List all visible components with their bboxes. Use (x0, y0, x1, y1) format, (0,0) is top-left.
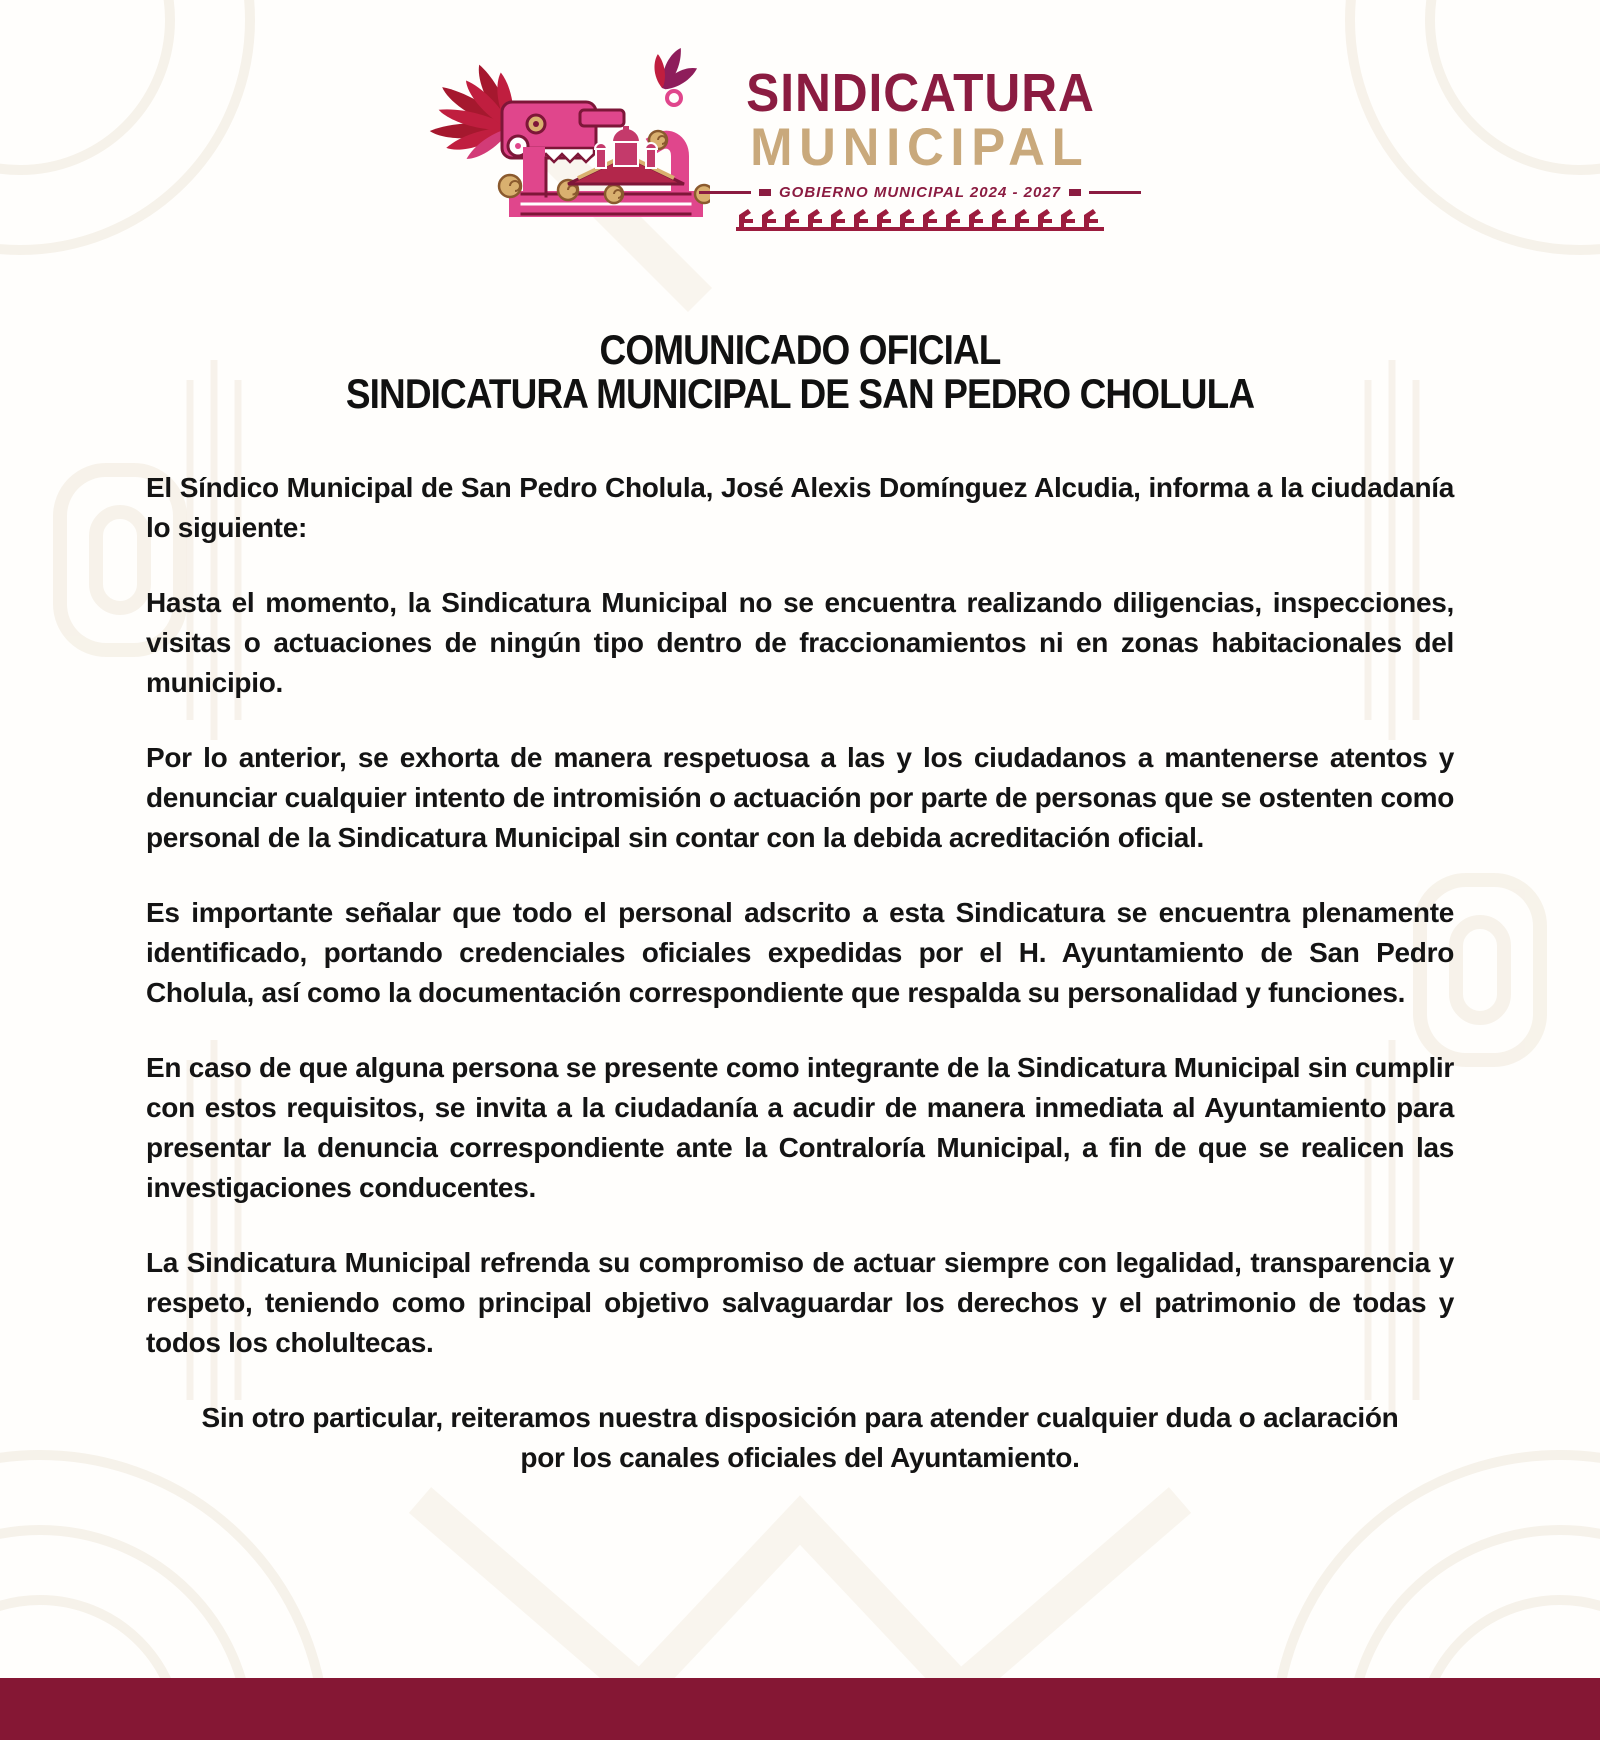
subtitle-left-line (699, 191, 751, 194)
institution-logo (0, 0, 1562, 232)
logo-subtitle: GOBIERNO MUNICIPAL 2024 - 2027 (778, 183, 1062, 201)
paragraph-compromiso: La Sindicatura Municipal refrenda su compromiso de actuar siempre con legalidad, transparencia y respeto, teniendo como principal objetivo salvaguardar los derechos y el patrimonio de todas y todos los cholultecas. (146, 1247, 1454, 1359)
document-title-line2: SINDICATURA MUNICIPAL DE SAN PEDRO CHOLULA (345, 370, 1255, 418)
subtitle-right-cap (1069, 189, 1081, 196)
paragraph-personal-identificado: Es importante señalar que todo el personal adscrito a esta Sindicatura se encuentra plenamente identificado, portando credenciales oficiales expedidas por el H. Ayuntamiento de San Pedro Cholula, así como la documentación correspondiente que respalda su personalidad y funciones. (146, 897, 1454, 1009)
subtitle-right-line (1089, 191, 1141, 194)
footer-color-bar (0, 1678, 1600, 1740)
subtitle-left-cap (759, 189, 771, 196)
logo-subtitle-row (699, 184, 1141, 201)
quetzalcoatl-emblem-icon (418, 44, 710, 232)
paragraph-no-diligencias: Hasta el momento, la Sindicatura Municipal no se encuentra realizando diligencias, inspecciones, visitas o actuaciones de ningún tipo dentro de fraccionamientos ni en zonas habitacionales del municipio. (146, 587, 1454, 699)
step-fret-band-icon (736, 208, 1104, 232)
paragraph-cierre: Sin otro particular, reiteramos nuestra disposición para atender cualquier duda o aclaración por los canales oficiales del Ayuntamiento. (201, 1402, 1399, 1474)
paragraph-denuncia: En caso de que alguna persona se presente como integrante de la Sindicatura Municipal sin cumplir con estos requisitos, se invita a la ciudadanía a acudir de manera inmediata al Ayuntamiento para presentar la denuncia correspondiente ante la Contraloría Municipal, a fin de que se realicen las investigaciones conducentes. (146, 1052, 1454, 1204)
logo-name-line2: MUNICIPAL (750, 118, 1090, 177)
logo-name-line1: SINDICATURA (745, 63, 1095, 123)
document-title-line1: COMUNICADO OFICIAL (599, 326, 1001, 373)
communique-body (0, 468, 1600, 1478)
document-title (96, 328, 1504, 416)
logo-wordmark (734, 44, 1106, 232)
paragraph-intro: El Síndico Municipal de San Pedro Cholula, José Alexis Domínguez Alcudia, informa a la ciudadanía lo siguiente: (146, 472, 1454, 544)
paragraph-exhorto: Por lo anterior, se exhorta de manera respetuosa a las y los ciudadanos a mantenerse atentos y denunciar cualquier intento de intromisión o actuación por parte de personas que se ostenten como personal de la Sindicatura Municipal sin contar con la debida acreditación oficial. (146, 742, 1454, 854)
